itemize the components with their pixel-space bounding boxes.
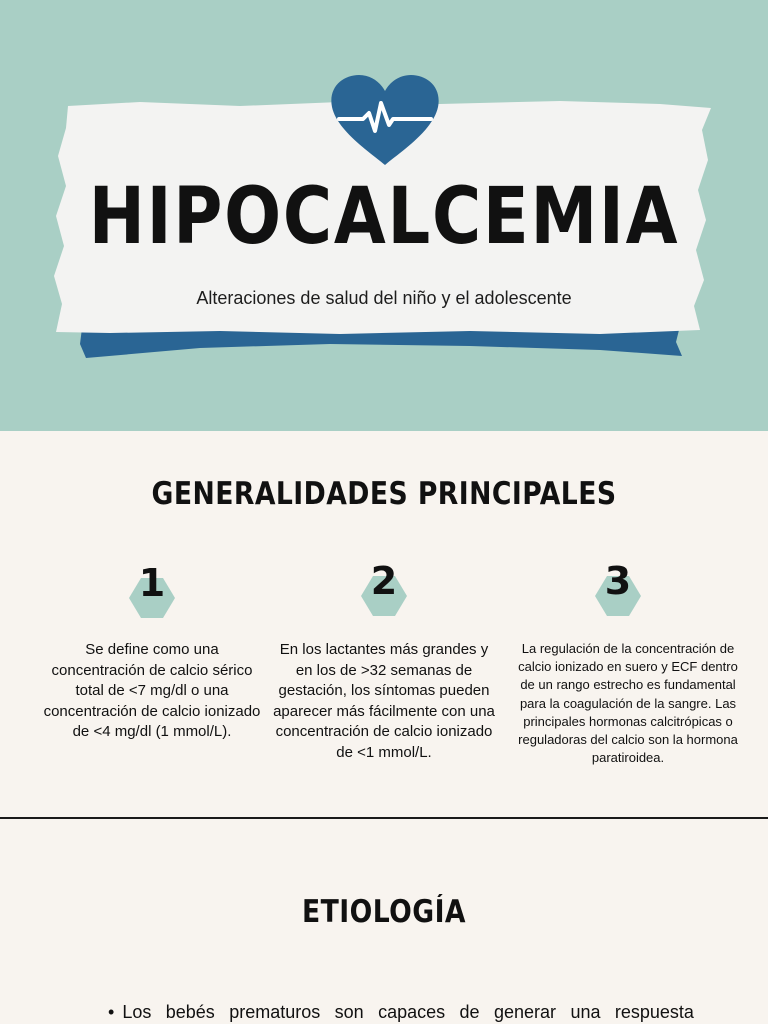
point-text: En los lactantes más grandes y en los de >32 semanas de gestación, los síntomas pueden aparecer más fácilmente con una concentración de calcio ionizado de <1 mmol/L. [273,641,495,761]
heartbeat-heart-icon [329,73,441,167]
page-title: HIPOCALCEMIA [88,172,680,262]
point-number: 1 [138,561,166,605]
section-title-generalidades: GENERALIDADES PRINCIPALES [151,476,617,512]
point-text: La regulación de la concentración de calcio ionizado en suero y ECF dentro de un rango estrecho es fundamental para la coagulación de la sangre. Las principales hormonas calcitrópicas o reguladoras del calcio son la hormona paratiroidea. [518,641,738,766]
bullet-word: capaces [378,1002,446,1022]
bullet-word: Los [122,1002,152,1022]
bullet-word: prematuros [229,1002,321,1022]
point-number: 2 [370,559,398,603]
bullet-word: de [459,1002,480,1022]
section-divider [0,817,768,819]
list-item [108,1002,694,1023]
bullet-text [122,1002,694,1023]
bullet-word: bebés [165,1002,215,1022]
point-text: Se define como una concentración de calcio sérico total de <7 mg/dl o una concentración de calcio ionizado de <4 mg/dl (1 mmol/L). [43,641,261,740]
hero-banner [0,0,768,431]
bullet-word: una [570,1002,601,1022]
bullet-word: generar [493,1002,557,1022]
page-subtitle: Alteraciones de salud del niño y el adolescente [196,288,572,308]
point-number-badge [578,559,658,622]
section-title-etiologia: ETIOLOGÍA [302,894,466,930]
point-number-badge [112,561,192,624]
point-number-badge [344,559,424,622]
point-number: 3 [604,559,632,603]
bullet-word: son [334,1002,364,1022]
bullet-dot-icon: • [108,1002,115,1022]
bullet-word: respuesta [614,1002,694,1022]
